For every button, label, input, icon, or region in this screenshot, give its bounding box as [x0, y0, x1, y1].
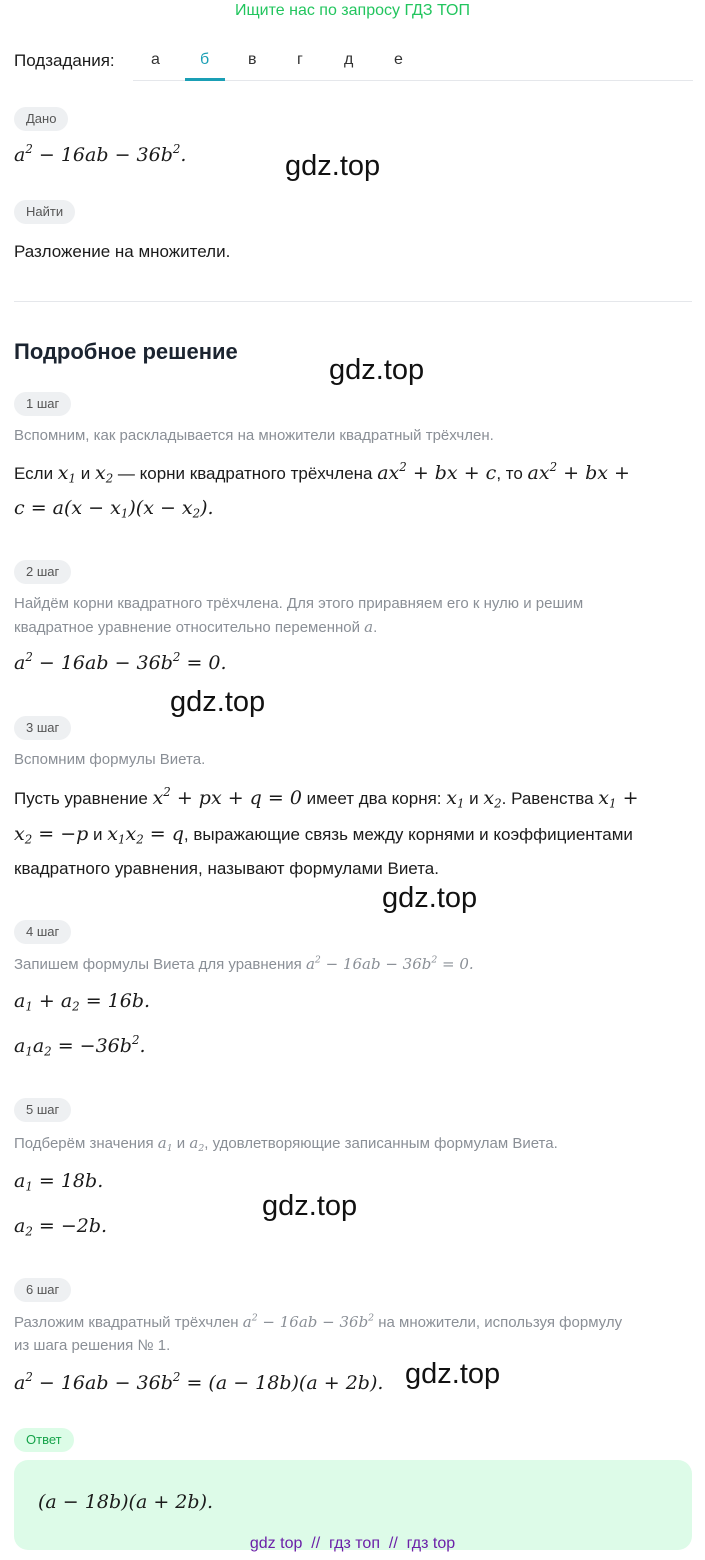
step-2-badge: 2 шаг — [14, 560, 71, 584]
step-3-line-1: Пусть уравнение $x^2$ + px + q = 0 имеет два корня: $x_1$ и $x_2$. Равенства $x_1$ + — [14, 784, 639, 811]
step-1-line-1: Если $x_1$ и $x_2$ — корни квадратного трёхчлена $ax^2$ + bx + c, то $ax^2$ + bx + — [14, 459, 630, 486]
subtasks-label: Подзадания: — [14, 51, 115, 70]
step-1-badge: 1 шаг — [14, 392, 71, 416]
answer-badge: Ответ — [14, 1428, 74, 1452]
step-2-equation: $a^2 - 16ab - 36b^2 = 0$. — [14, 649, 227, 674]
step-5-badge: 5 шаг — [14, 1098, 71, 1122]
tab-g[interactable]: г — [297, 51, 303, 68]
tab-e[interactable]: е — [394, 51, 403, 68]
step-6-hint-2: из шага решения № 1. — [14, 1337, 171, 1354]
step-6-equation: $a^2 - 16ab - 36b^2 = (a - 18b)(a + 2b)$. — [14, 1369, 384, 1394]
step-6-hint-1: Разложим квадратный трёхчлен $a^2 - 16ab - 36b^2$ на множители, используя формулу — [14, 1312, 623, 1331]
step-4-equation-1: $a_1 + a_2 = 16b$. — [14, 990, 151, 1014]
step-3-line-3: квадратного уравнения, называют формулами Виета. — [14, 859, 439, 878]
active-tab-indicator — [185, 78, 225, 81]
step-1-hint: Вспомним, как раскладывается на множители квадратный трёхчлен. — [14, 427, 494, 444]
tab-b[interactable]: б — [200, 51, 210, 68]
step-4-badge: 4 шаг — [14, 920, 71, 944]
tab-a[interactable]: а — [151, 51, 160, 68]
given-expression: $a^2 - 16ab - 36b^2$. — [14, 141, 187, 166]
given-badge: Дано — [14, 107, 68, 131]
watermark: gdz.top — [329, 354, 425, 386]
step-5-equation-1: $a_1 = 18b$. — [14, 1170, 104, 1194]
step-2-hint-2: квадратное уравнение относительно переменной a. — [14, 618, 378, 636]
section-divider — [14, 301, 692, 302]
answer-expression: (a − 18b)(a + 2b). — [38, 1491, 214, 1513]
watermark: gdz.top — [382, 882, 478, 914]
step-3-hint: Вспомним формулы Виета. — [14, 751, 206, 768]
watermark: gdz.top — [285, 150, 381, 182]
solution-title: Подробное решение — [14, 339, 238, 364]
step-5-hint: Подберём значения $a_1$ и $a_2$, удовлетворяющие записанным формулам Виета. — [14, 1134, 558, 1154]
step-5-equation-2: $a_2 = -2b$. — [14, 1215, 108, 1239]
find-badge: Найти — [14, 200, 75, 224]
watermark: gdz.top — [262, 1190, 358, 1222]
watermark: gdz.top — [170, 686, 266, 718]
step-3-line-2: $x_2 = -p$ и $x_1x_2 = q$, выражающие связь между корнями и коэффициентами — [14, 823, 633, 847]
tab-v[interactable]: в — [248, 51, 257, 68]
tab-d[interactable]: д — [344, 51, 354, 68]
promo-banner[interactable]: Ищите нас по запросу ГДЗ ТОП — [235, 2, 470, 19]
step-4-hint: Запишем формулы Виета для уравнения $a^2 - 16ab - 36b^2 = 0$. — [14, 954, 474, 973]
watermark: gdz.top — [405, 1358, 501, 1390]
footer-links[interactable]: gdz top // гдз топ // гдз top — [249, 1535, 456, 1552]
find-text: Разложение на множители. — [14, 242, 231, 261]
step-2-hint-1: Найдём корни квадратного трёхчлена. Для этого приравняем его к нулю и решим — [14, 595, 584, 612]
step-4-equation-2: $a_1a_2 = -36b^2$. — [14, 1032, 146, 1059]
step-3-badge: 3 шаг — [14, 716, 71, 740]
step-1-line-2: $c = a(x - x_1)(x - x_2)$. — [14, 497, 214, 521]
step-6-badge: 6 шаг — [14, 1278, 71, 1302]
